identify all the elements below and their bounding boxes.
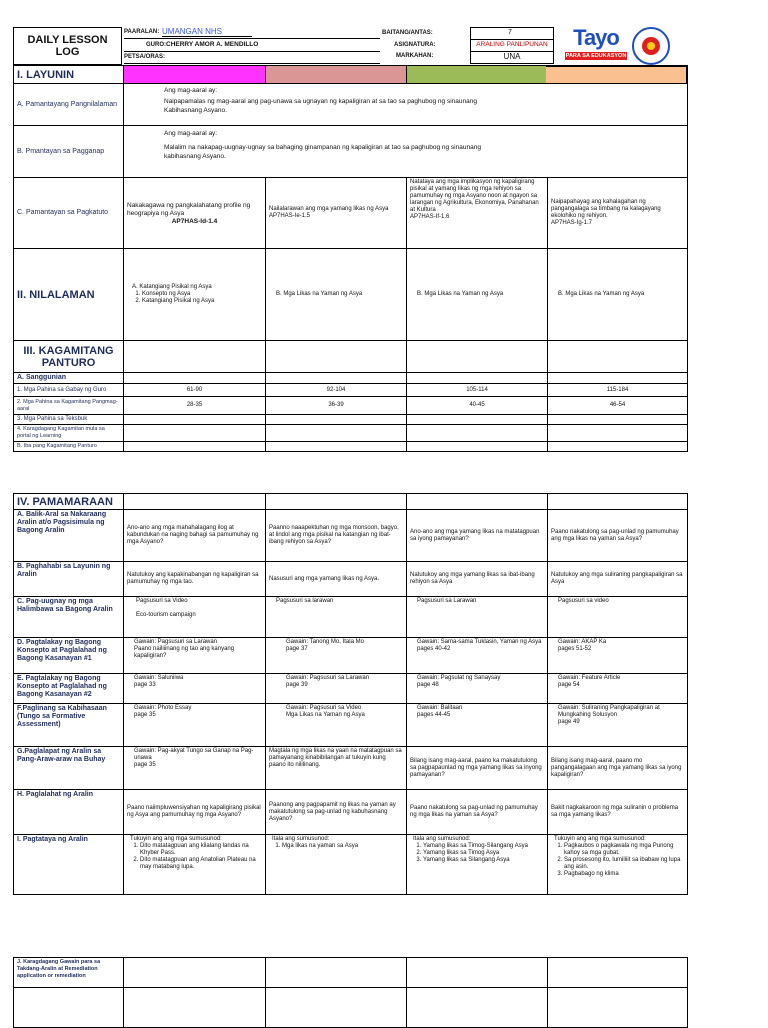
- table-row: [14, 425, 688, 442]
- color-band-rose: [266, 66, 407, 84]
- blank-cell: [548, 988, 688, 1028]
- pamamaraan-cell: Ano-ano ang mga yamang likas na matatagpuan sa iyong pamayanan?: [407, 510, 548, 562]
- pagkatuto-cell-1: Nakakagawa ng pangkalahatang profile ng heograpiya ng Asya AP7HAS-Id-1.4: [124, 178, 266, 249]
- blank-cell: [266, 494, 407, 510]
- header-rule-1: [124, 38, 380, 39]
- pagtataya-item: 3. Yamang likas sa Silangang Asya: [423, 857, 544, 864]
- guro-value: CHERRY AMOR A. MENDILLO: [166, 41, 259, 48]
- pagtataya-item: 2. Yamang likas sa Timog Asya: [423, 850, 544, 857]
- pamamaraan-cell: Natutukoy ang mga yamang likas sa ibat-ibang rehiyon sa Asya: [407, 562, 548, 597]
- pagtataya-cell-4: Tukuyin ang ang mga sumusunod: 1. Pagkaubos o pagkawala ng mga Punong kahoy sa mga gubat. 2. Sa prosesong ito, lumiliiit sa ibabaw ng lupa ang asin. 3. Pagbabago ng klima: [548, 835, 688, 895]
- pamamaraan-cell: Gawain: Pag-akyat Tungo sa Ganap na Pag-unawa page 35: [124, 747, 266, 790]
- deped-seal-icon: [632, 27, 670, 65]
- pagtataya-item: 3. Pagbabago ng klima: [564, 871, 684, 878]
- blank-cell: [124, 425, 266, 442]
- pamamaraan-cell: Pagsusuri sa Larawan: [407, 597, 548, 638]
- nilalaman-cell-4: B. Mga Likas na Yaman ng Asya: [548, 249, 688, 341]
- pamamaraan-cell: Gawain: Pagsusuri sa Larawan Paano nailiiinang ng tao ang kanyang kapaligiran?: [124, 638, 266, 674]
- layunin-heading: I. LAYUNIN: [14, 66, 124, 84]
- pamamaraan-cell: Paano nakatulong sa pag-unlad ng pamumuhay ng mga likas na yaman sa Asya?: [407, 790, 548, 835]
- pamantayan-pagganap-content: [124, 126, 688, 178]
- blank-cell: [407, 988, 548, 1028]
- pamamaraan-row-label: F.Paglinang sa Kabihasaan (Tungo sa Formative Assessment): [14, 704, 124, 747]
- page-title: DAILY LESSON: [27, 34, 108, 46]
- lesson-table-page3: [13, 957, 688, 1028]
- blank-cell: [124, 373, 266, 384]
- pamamaraan-cell: Paano nakatulong sa pag-unlad ng pamumuhay ang mga likas na yaman sa Asya?: [548, 510, 688, 562]
- header-rule-3: [124, 63, 380, 64]
- ref-value: 36-39: [266, 397, 407, 415]
- nilalaman-item: 2. Katangiang Pisikal ng Asya: [142, 298, 262, 305]
- color-band-pink: [124, 66, 266, 84]
- table-row: [14, 835, 688, 895]
- blank-cell: [407, 373, 548, 384]
- pamamaraan-cell: Bilang isang mag-aaral, paano ka makatutulong sa pagpapaunlad ng mga yamang likas sa inyong pamayanan?: [407, 747, 548, 790]
- pamamaraan-cell: Paanno naaapektuhan ng mga monsoon, bagyo, at lindol ang mga pisikal na katangian ng ibat-ibang rehiyon sa Asya?: [266, 510, 407, 562]
- ref-row-label: 2. Mga Pahina sa Kagamitang Pangmag-aaral: [14, 397, 124, 415]
- pamamaraan-cell: Pagsusuri sa Video Eco-tourism campaign: [124, 597, 266, 638]
- karagdagan-label: J. Karagdagang Gawain para sa Takdang-Aralin at Remediation application or remediation: [14, 958, 124, 988]
- header-rule-5: [470, 51, 554, 52]
- pamamaraan-cell: Bilang isang mag-aaral, paano mo pangangalagaan ang mga yamang likas sa iyong kapaligiran?: [548, 747, 688, 790]
- blank-cell: [124, 958, 266, 988]
- nilalaman-heading: II. NILALAMAN: [14, 249, 124, 341]
- baitang-value: 7: [508, 29, 512, 36]
- blank-cell: [407, 494, 548, 510]
- pamamaraan-row-label: B. Paghahabi sa Layunin ng Aralin: [14, 562, 124, 597]
- pamamaraan-cell: Gawain: Suliraning Pangkapaligiran at Mungkahing Solusyon page 49: [548, 704, 688, 747]
- table-row: [14, 384, 688, 397]
- asignatura-value: ARALING PANLIPUNAN: [476, 41, 548, 48]
- blank-cell: [14, 988, 124, 1028]
- baitang-label: BAITANG/ANTAS:: [382, 30, 433, 36]
- petsa-label: PETSA/ORAS:: [124, 54, 166, 60]
- pamamaraan-cell: Paanong ang pagpapamit ng likas na yaman ay makatutulong sa pag-unlad ng kabuhasnang Asyano?: [266, 790, 407, 835]
- pamamaraan-row-label: E. Pagtalakay ng Bagong Konsepto at Paglalahad ng Bagong Kasanayan #2: [14, 674, 124, 704]
- pamamaraan-cell: Gawain: Balitaan pages 44-45: [407, 704, 548, 747]
- ref-row-label: 3. Mga Pahina sa Teksbuk: [14, 415, 124, 425]
- markahan-label: MARKAHAN:: [396, 53, 434, 59]
- blank-cell: [548, 415, 688, 425]
- blank-cell: [407, 415, 548, 425]
- table-row: [14, 704, 688, 747]
- pagtataya-cell-3: Itala ang sumusunod: 1. Yamang likas sa Timog-Silangang Asya 2. Yamang likas sa Timog Asya 3. Yamang likas sa Silangang Asya: [407, 835, 548, 895]
- pamamaraan-cell: Pagsusuri sa larawan: [266, 597, 407, 638]
- ref-value: 61-90: [124, 384, 266, 397]
- pamamaraan-cell: Gawain: Saluniiwa page 33: [124, 674, 266, 704]
- kagamitan-heading: III. KAGAMITANG PANTURO: [14, 341, 124, 373]
- blank-cell: [124, 341, 266, 373]
- nilalaman-cell-1: A. Katangiang Pisikal ng Asya 1. Konsepto ng Asya 2. Katangiang Pisikal ng Asya: [124, 249, 266, 341]
- blank-cell: [548, 341, 688, 373]
- blank-cell: [407, 958, 548, 988]
- pagtataya-item: 2. Sa prosesong ito, lumiliiit sa ibabaw ng lupa ang asin.: [564, 857, 684, 871]
- pagtataya-cell-1: Tukuyin ang ang mga sumusunod: 1. Dito matatagpuan ang kilalang landas na Khyber Pass. 2. Dito matatagpuan ang Anatolian Plateau na may matabang lupa.: [124, 835, 266, 895]
- table-row: [14, 597, 688, 638]
- ref-row-label: 4. Karagdagang Kagamitan mula sa portal ng Learning: [14, 425, 124, 442]
- pamamaraan-cell: Gawain: Pagsusuri sa Larawan page 39: [266, 674, 407, 704]
- pamamaraan-cell: Bakit nagkakaroon ng mga suliranin o problema sa mga yamang likas?: [548, 790, 688, 835]
- pamantayan-pagganap-label: B. Pmantayan sa Pagganap: [14, 126, 124, 178]
- pagkatuto-cell-4: Naipapahayag ang kahalagahan ng pangangalaga sa timbang na kalagayang ekolohiko ng rehiyon. AP7HAS-Ig-1.7: [548, 178, 688, 249]
- pagtataya-item: 1. Pagkaubos o pagkawala ng mga Punong kahoy sa mga gubat.: [564, 843, 684, 857]
- guro-label: GURO:: [146, 42, 166, 48]
- table-row: [14, 442, 688, 452]
- pagtataya-item: 1. Yamang likas sa Timog-Silangang Asya: [423, 843, 544, 850]
- pamamaraan-cell: Gawain: Tanong Mo, Itala Mo page 37: [266, 638, 407, 674]
- pagtataya-item: 1. Dito matatagpuan ang kilalang landas na Khyber Pass.: [140, 843, 262, 857]
- ref-value: 115-184: [548, 384, 688, 397]
- pamamaraan-cell: Gawain: Sama-sama Tuklasin, Yaman ng Asya pages 40-42: [407, 638, 548, 674]
- sanggunian-label: A. Sanggunian: [14, 373, 124, 384]
- table-row: [14, 638, 688, 674]
- paaralan-value: UMANGAN NHS: [162, 27, 252, 37]
- pamamaraan-cell: Gawain: Pagsusuri sa Video Mga Likas na Yaman ng Asya: [266, 704, 407, 747]
- pamamaraan-cell: Nasusuri ang mga yamang likas ng Asya.: [266, 562, 407, 597]
- pamamaraan-cell: Gawain: Pagsulat ng Sanaysay page 48: [407, 674, 548, 704]
- pagkatuto-cell-3: Natataya ang mga implikasyon ng kapaligirang pisikal at yamang likas ng mga rehiyon sa pamumuhay ng mga Asyano noon at ngayon sa larangan ng Agrikultura, Ekonomiya, Panahanan at Kultura AP7HAS-If-1.6: [407, 178, 548, 249]
- lesson-table-page1: [13, 65, 688, 452]
- blank-cell: [266, 442, 407, 452]
- pamamaraan-cell: Natutukoy ang mga suliraning pangkapaligiran sa Asya: [548, 562, 688, 597]
- blank-cell: [548, 425, 688, 442]
- blank-cell: [407, 341, 548, 373]
- pamamaraan-row-label: A. Balik-Aral sa Nakaraang Aralin at/o Pagsisimula ng Bagong Aralin: [14, 510, 124, 562]
- blank-cell: [548, 494, 688, 510]
- paaralan-label: PAARALAN:: [124, 29, 160, 35]
- b-text: Malalim na nakapag-uugnay-ugnay sa bahaging ginampanan ng kapaligiran at tao sa paghubog ng sinaunang kabihasnang Asyano.: [164, 144, 481, 160]
- pamamaraan-cell: Ano-ano ang mga mahahalagang ilog at kabundukan na naging bahagi sa pamumuhay ng mga Asyano?: [124, 510, 266, 562]
- pagkatuto-cell-2: Nailalarawan ang mga yamang likas ng Asya AP7HAS-Ie-1.5: [266, 178, 407, 249]
- ref-value: 46-54: [548, 397, 688, 415]
- pamamaraan-row-label: H. Paglalahat ng Aralin: [14, 790, 124, 835]
- pamamaraan-cell: Gawain: AKAP Ka pages 51-52: [548, 638, 688, 674]
- asignatura-label: ASIGNATURA:: [394, 42, 436, 48]
- blank-cell: [407, 425, 548, 442]
- pamamaraan-cell: Natutukoy ang kapakinabangan ng kapaligiran sa pamumuhay ng mga tao.: [124, 562, 266, 597]
- pagtataya-item: 2. Dito matatagpuan ang Anatolian Plateau na may matabang lupa.: [140, 857, 262, 871]
- blank-cell: [266, 415, 407, 425]
- pamamaraan-cell: Magtala ng mga likas na yaan na matatagpuan sa pamayanang kinabibilangan at tukuyin kung paano ito nililinang.: [266, 747, 407, 790]
- pamamaraan-row-label: C. Pag-uugnay ng mga Halimbawa sa Bagong Aralin: [14, 597, 124, 638]
- markahan-value: UNA: [503, 52, 521, 61]
- nilalaman-item: 1. Konsepto ng Asya: [142, 291, 262, 298]
- table-row: [14, 790, 688, 835]
- ref-value: 40-45: [407, 397, 548, 415]
- lesson-table-page2: [13, 493, 688, 895]
- table-row: [14, 562, 688, 597]
- blank-cell: [124, 415, 266, 425]
- table-row: [14, 988, 688, 1028]
- color-band-orange: [546, 66, 687, 83]
- title-box: [13, 27, 122, 65]
- pamamaraan-cell: Gawain: Photo Essay page 35: [124, 704, 266, 747]
- nilalaman-cell-2: B. Mga Likas na Yaman ng Asya: [266, 249, 407, 341]
- nilalaman-cell-3: B. Mga Likas na Yaman ng Asya: [407, 249, 548, 341]
- pagtataya-label: I. Pagtataya ng Aralin: [14, 835, 124, 895]
- blank-cell: [266, 958, 407, 988]
- a-text: Naipapamalas ng mag-aaral ang pag-unawa sa ugnayan ng kapaligiran at sa tao sa paghubog ng sinaunang Kabihasnang Asyano.: [164, 98, 477, 114]
- table-row: [14, 510, 688, 562]
- ref-row-label: 1. Mga Pahina sa Gabay ng Guro: [14, 384, 124, 397]
- pamantayan-pagkatuto-label: C. Pamantayan sa Pagkatuto: [14, 178, 124, 249]
- header-rule-2: [124, 51, 380, 52]
- blank-cell: [266, 373, 407, 384]
- tayo-logo-text: Tayo: [573, 25, 619, 50]
- blank-cell: [548, 373, 688, 384]
- blank-cell: [407, 442, 548, 452]
- table-row: [14, 958, 688, 988]
- ref-value: 28-35: [124, 397, 266, 415]
- pamamaraan-cell: Paano naiimpluwensiyahan ng kapaligirang pisikal ng Asya ang pamumuhay ng mga Asyano?: [124, 790, 266, 835]
- header-box-right: [470, 27, 554, 64]
- blank-cell: [124, 442, 266, 452]
- blank-cell: [124, 494, 266, 510]
- page-title-line2: LOG: [55, 46, 80, 58]
- ref-value: 105-114: [407, 384, 548, 397]
- color-band-green: [407, 66, 548, 84]
- pagtataya-cell-2: Itala ang sumusunod: 1. Mga likas na yaman sa Asya: [266, 835, 407, 895]
- blank-cell: [266, 988, 407, 1028]
- ref-value: 92-104: [266, 384, 407, 397]
- table-row: [14, 415, 688, 425]
- pamamaraan-cell: Pagsusuri sa video: [548, 597, 688, 638]
- table-row: [14, 397, 688, 415]
- header-rule-4: [470, 39, 554, 40]
- blank-cell: [266, 425, 407, 442]
- tayo-logo: [565, 26, 627, 66]
- pamantayang-pangnilalaman-label: A. Pamantayang Pangnilalaman: [14, 84, 124, 126]
- pamantayang-pangnilalaman-content: [124, 84, 688, 126]
- pamamaraan-row-label: G.Paglalapat ng Aralin sa Pang-Araw-araw na Buhay: [14, 747, 124, 790]
- ref-row-label: B. Iba pang Kagamitang Panturo: [14, 442, 124, 452]
- pamamaraan-row-label: D. Pagtalakay ng Bagong Konsepto at Paglalahad ng Bagong Kasanayan #1: [14, 638, 124, 674]
- blank-cell: [266, 341, 407, 373]
- pamamaraan-cell: Gawain: Feature Article page 54: [548, 674, 688, 704]
- table-row: [14, 747, 688, 790]
- table-row: [14, 674, 688, 704]
- blank-cell: [124, 988, 266, 1028]
- blank-cell: [548, 958, 688, 988]
- pagtataya-item: 1. Mga likas na yaman sa Asya: [282, 843, 403, 850]
- blank-cell: [548, 442, 688, 452]
- a-intro: Ang mag-aaral ay:: [164, 87, 218, 94]
- tayo-logo-sub: PARA SA EDUKASYON: [565, 53, 627, 59]
- pamamaraan-heading: IV. PAMAMARAAN: [14, 494, 124, 510]
- b-intro: Ang mag-aaral ay:: [164, 130, 218, 137]
